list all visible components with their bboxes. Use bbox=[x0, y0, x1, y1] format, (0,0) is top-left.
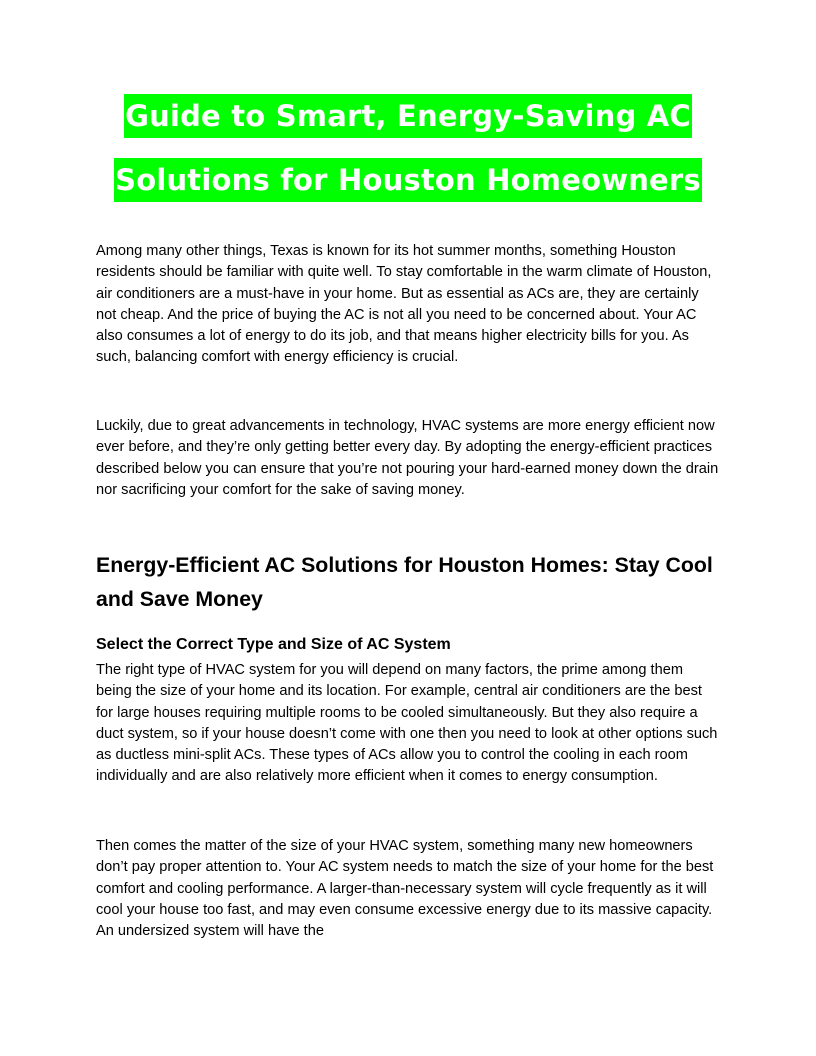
section-heading: Energy-Efficient AC Solutions for Houston Homes: Stay Cool and Save Money bbox=[96, 553, 713, 611]
intro-paragraph: Among many other things, Texas is known for its hot summer months, something Houston residents should be familiar with quite well. To stay comfortable in the warm climate of Houston, air conditioners are a must-have in your home. But as essential as ACs are, they are certainly not cheap. And the price of buying the AC is not all you need to be concerned about. Your AC also consumes a lot of energy to do its job, and that means higher electricity bills for you. As such, balancing comfort with energy efficiency is crucial. bbox=[96, 243, 712, 366]
luckily-paragraph: Luckily, due to great advancements in technology, HVAC systems are more energy efficient now ever before, and they’re only getting better every day. By adopting the energy-efficient practices described below you can ensure that you’re not pouring your hard-earned money down the drain nor sacrificing your comfort for the sake of saving money. bbox=[96, 418, 719, 498]
system-type-paragraph: The right type of HVAC system for you will depend on many factors, the prime among them being the size of your home and its location. For example, central air conditioners are the best for large houses requiring multiple rooms to be cooled simultaneously. But they also require a duct system, so if your house doesn’t come with one then you need to look at other options such as ductless mini-split ACs. These types of ACs allow you to control the cooling in each room individually and are also relatively more efficient when it comes to energy consumption. bbox=[96, 662, 718, 785]
subsection-heading: Select the Correct Type and Size of AC System bbox=[96, 636, 451, 653]
title-line-2 bbox=[96, 158, 720, 202]
title-line-1-text: Guide to Smart, Energy-Saving AC bbox=[124, 94, 692, 138]
title-line-2-text: Solutions for Houston Homeowners bbox=[114, 158, 702, 202]
document-title bbox=[96, 94, 720, 202]
system-size-paragraph: Then comes the matter of the size of your HVAC system, something many new homeowners don’t pay proper attention to. Your AC system needs to match the size of your home for the best comfort and cooling performance. A larger-than-necessary system will cycle frequently as it will cool your house too fast, and may even consume excessive energy due to its massive capacity. An undersized system will have the bbox=[96, 838, 714, 940]
title-line-1 bbox=[96, 94, 720, 138]
